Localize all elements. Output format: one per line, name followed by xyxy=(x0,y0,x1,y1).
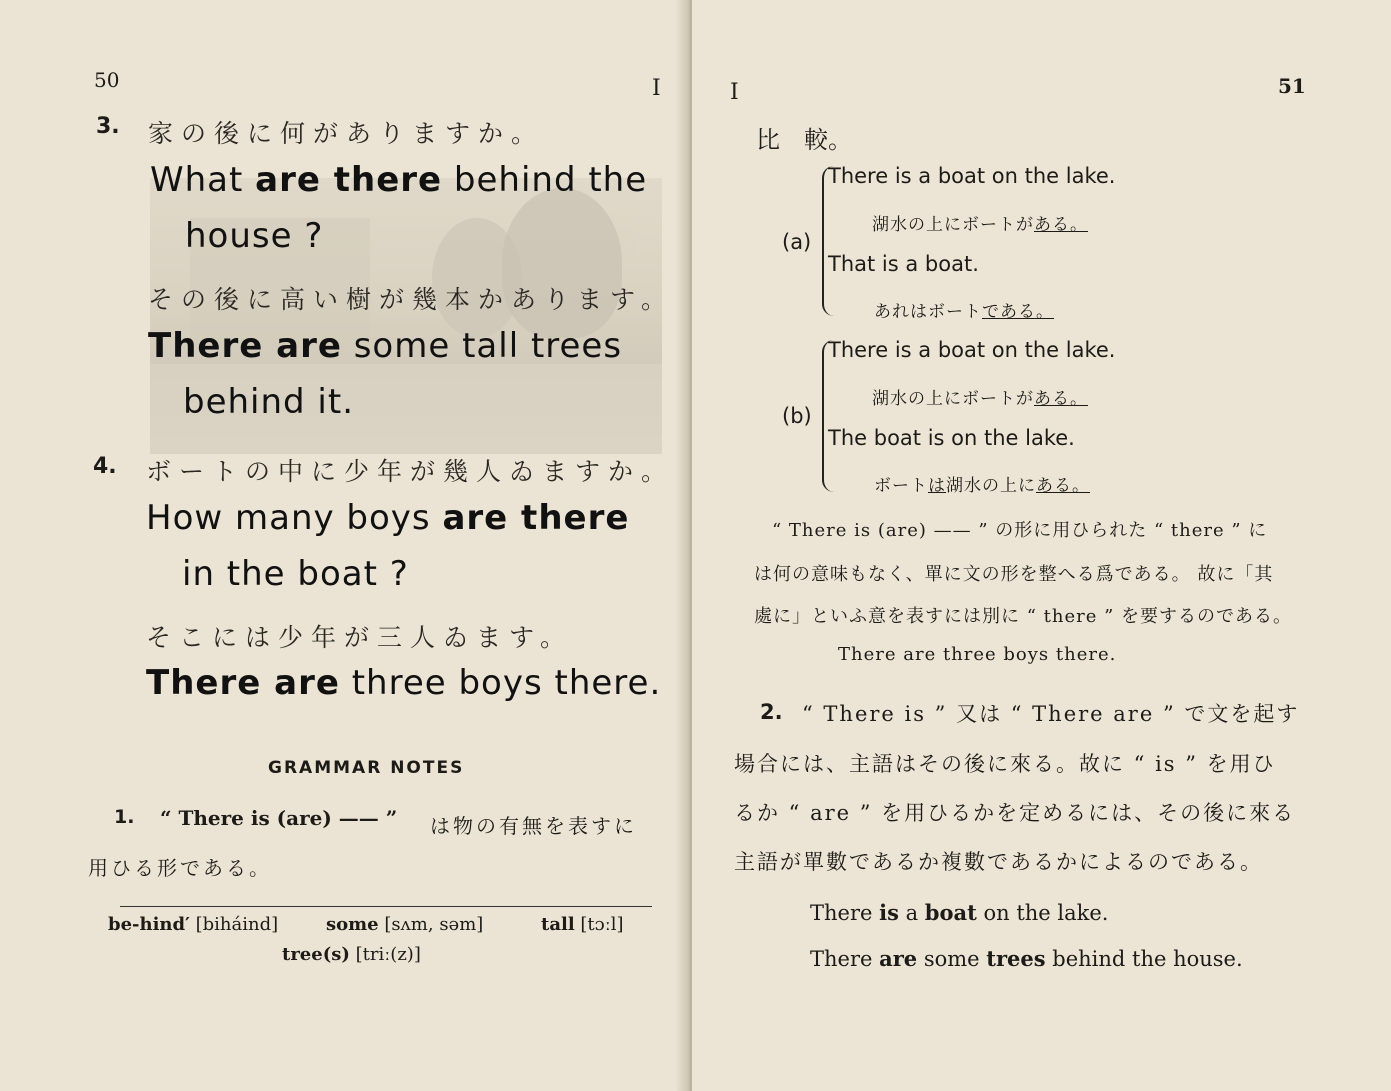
jp-underlined: は xyxy=(928,476,946,496)
jp-question: 家の後に何がありますか。 xyxy=(148,119,545,148)
example-a-jp2 xyxy=(874,297,1054,322)
vocab-trees xyxy=(282,944,421,965)
divider-rule xyxy=(120,906,652,907)
en-bold-text: are xyxy=(879,946,918,971)
jp-text: 湖水の上に xyxy=(946,476,1036,496)
note-number: 2. xyxy=(760,700,783,724)
jp-underlined: ある。 xyxy=(1036,476,1090,496)
explanation-line3: 處に」といふ意を表すには別に “ there ” を要するのである。 xyxy=(754,606,1293,627)
jp-answer: その後に高い樹が幾本かあります。 xyxy=(148,285,675,314)
vocab-pronunciation: [tɔːl] xyxy=(580,914,624,935)
vocab-word: tree(s) xyxy=(282,944,350,965)
vocab-word: some xyxy=(326,914,379,935)
vocab-pronunciation: [sʌm, səm] xyxy=(384,914,484,935)
label-b: (b) xyxy=(782,404,812,428)
note2-line2: 場合には、主語はその後に來る。故に “ is ” を用ひ xyxy=(734,752,1276,776)
note2-line1: “ There is ” 又は “ There are ” で文を起す xyxy=(802,702,1300,726)
en-bold-text: are there xyxy=(255,160,443,200)
en-bold-text: are there xyxy=(442,498,630,538)
example2 xyxy=(810,900,1108,925)
vocab-word: be-hind′ xyxy=(108,914,190,935)
en-bold-text: is xyxy=(879,900,899,925)
example-b-jp1 xyxy=(872,384,1088,409)
en-text: on the lake. xyxy=(976,901,1109,925)
comparison-heading: 比 較。 xyxy=(756,126,852,154)
en-text: some xyxy=(917,947,987,971)
item-number: 4. xyxy=(93,454,117,479)
note-jp-line1: は物の有無を表すに xyxy=(430,814,637,838)
en-answer-line2: behind it. xyxy=(183,382,355,422)
en-text: three boys there. xyxy=(339,663,662,703)
vocab-tall xyxy=(541,914,624,935)
jp-answer: そこには少年が三人ゐます。 xyxy=(146,623,574,652)
jp-underlined: ある。 xyxy=(1034,389,1088,409)
left-page xyxy=(0,0,690,1091)
jp-text: あれはボート xyxy=(874,302,982,322)
example-sentence: There are three boys there. xyxy=(838,644,1117,665)
running-head: I xyxy=(730,80,739,105)
en-question-line2: house ? xyxy=(185,216,324,256)
label-a: (a) xyxy=(782,230,812,254)
en-text: behind the house. xyxy=(1045,947,1243,971)
vocab-behind xyxy=(108,914,278,935)
en-text: What xyxy=(150,160,256,200)
note-en: “ There is (are) —— ” xyxy=(160,806,398,830)
brace-a xyxy=(822,166,834,316)
en-question-line1 xyxy=(146,498,629,538)
explanation-line2: は何の意味もなく、單に文の形を整へる爲である。 故に「其 xyxy=(754,564,1274,585)
vocab-some xyxy=(326,914,483,935)
en-text: some tall trees xyxy=(341,326,623,366)
right-page xyxy=(692,0,1391,1091)
en-text: How many boys xyxy=(146,498,443,538)
page-number: 50 xyxy=(94,68,120,92)
vocab-word: tall xyxy=(541,914,575,935)
note2-line3: るか “ are ” を用ひるかを定めるには、その後に來る xyxy=(734,801,1296,825)
grammar-notes-title: GRAMMAR NOTES xyxy=(268,758,465,778)
example-b-en1: There is a boat on the lake. xyxy=(828,338,1116,362)
jp-text: 湖水の上にボートが xyxy=(872,389,1034,409)
en-text: There xyxy=(810,901,880,925)
example-a-jp1 xyxy=(872,210,1088,235)
vocab-pronunciation: [triː(z)] xyxy=(355,944,421,965)
page-number: 51 xyxy=(1278,74,1306,98)
en-text: There xyxy=(810,947,880,971)
en-text: behind the xyxy=(442,160,648,200)
en-bold-text: boat xyxy=(924,900,977,925)
en-question-line1 xyxy=(150,160,647,200)
en-bold-text: There are xyxy=(148,326,342,366)
jp-question: ボートの中に少年が幾人ゐますか。 xyxy=(146,457,675,486)
example-a-en1: There is a boat on the lake. xyxy=(828,164,1116,188)
explanation-line1: “ There is (are) —— ” の形に用ひられた “ there ” に xyxy=(772,520,1268,541)
example-b-en2: The boat is on the lake. xyxy=(828,426,1075,450)
en-answer xyxy=(146,663,661,703)
en-answer-line1 xyxy=(148,326,622,366)
vocab-pronunciation: [biháind] xyxy=(195,914,279,935)
note2-line4: 主語が單數であるか複數であるかによるのである。 xyxy=(734,850,1263,874)
en-question-line2: in the boat ? xyxy=(182,554,409,594)
en-bold-text: There are xyxy=(146,663,340,703)
jp-text: 湖水の上にボートが xyxy=(872,215,1034,235)
note-jp-line2: 用ひる形である。 xyxy=(88,856,272,880)
note-number: 1. xyxy=(114,806,135,828)
en-bold-text: trees xyxy=(986,946,1046,971)
example-b-jp2 xyxy=(874,471,1090,496)
item-number: 3. xyxy=(96,114,120,139)
example3 xyxy=(810,946,1243,971)
jp-underlined: ある。 xyxy=(1034,215,1088,235)
brace-b xyxy=(822,340,834,492)
example-a-en2: That is a boat. xyxy=(828,252,979,276)
jp-underlined: である。 xyxy=(982,302,1054,322)
en-text: a xyxy=(898,901,925,925)
running-head: I xyxy=(652,76,661,101)
jp-text: ボート xyxy=(874,476,928,496)
